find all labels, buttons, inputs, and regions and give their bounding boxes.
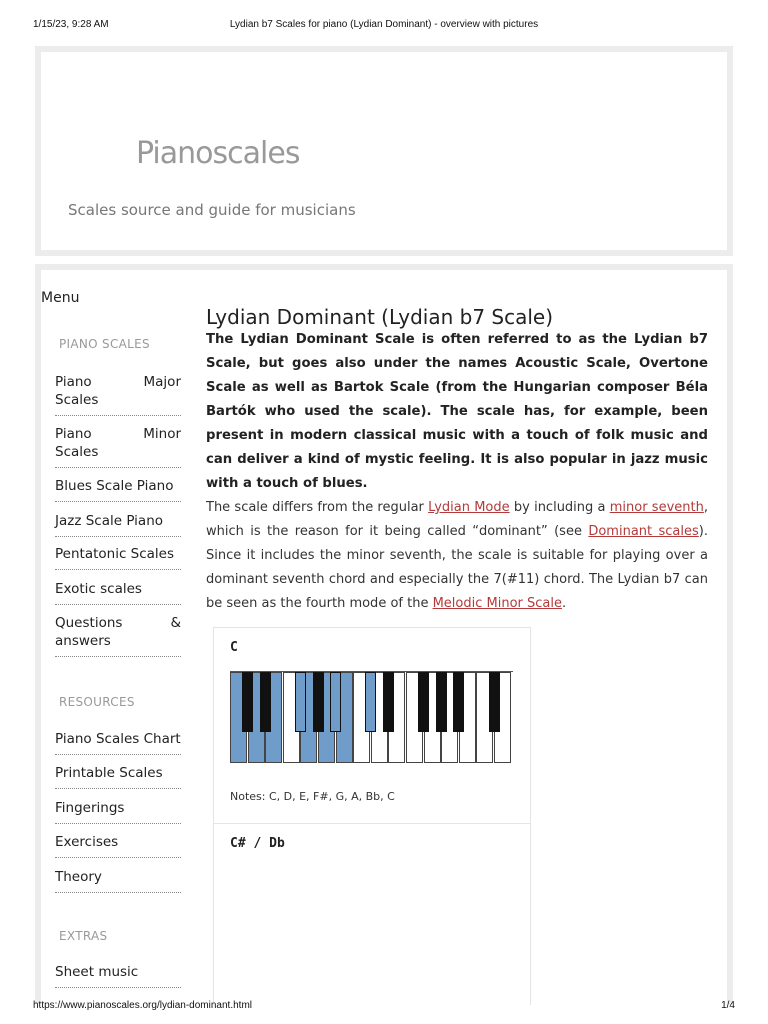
scale-notes: Notes: C, D, E, F#, G, A, Bb, C: [230, 790, 395, 803]
section-title-extras: EXTRAS: [59, 929, 108, 943]
link-dominant-scales[interactable]: Dominant scales: [588, 524, 699, 539]
nav-item-jazz-scale-piano[interactable]: Jazz Scale Piano: [55, 512, 181, 537]
body-text: by including a: [509, 500, 610, 515]
logo-text-scales: scales: [212, 136, 300, 171]
scale-key-label: C: [230, 640, 238, 655]
main-inner: [41, 270, 727, 1004]
nav-label-word: &: [170, 615, 181, 631]
site-header-inner: [41, 52, 727, 250]
nav-item-pentatonic-scales[interactable]: Pentatonic Scales: [55, 545, 181, 570]
intro-paragraph: The Lydian Dominant Scale is often referred to as the Lydian b7 Scale, but goes also under the names Acoustic Scale, Overtone Scale as well as Bartok Scale (from the Hungarian composer Béla Bartók who used the scale). The scale has, for example, been present in modern classical music with a touch of folk music and can deliver a kind of mystic feeling. It is also popular in jazz music with a touch of blues.: [206, 332, 708, 491]
nav-label-word: Minor: [143, 426, 181, 442]
nav-label-word: answers: [55, 633, 111, 649]
nav-label-word: Scales: [55, 392, 99, 408]
black-key: [313, 672, 324, 732]
section-title-piano-scales: PIANO SCALES: [59, 337, 150, 351]
site-header: [35, 46, 733, 256]
body-text: , which is the reason for it being called “dominant” (see: [206, 500, 708, 539]
nav-item-sheet-music[interactable]: Sheet music: [55, 963, 181, 988]
black-key: [383, 672, 394, 732]
black-key: [453, 672, 464, 732]
print-footer: [0, 994, 768, 1024]
nav-item-piano-major-scales[interactable]: [55, 373, 181, 416]
black-key: [330, 672, 341, 732]
black-key: [242, 672, 253, 732]
piano-keyboard-diagram: [230, 671, 513, 765]
main-container: [35, 264, 733, 1004]
print-page-number: 1/4: [721, 1000, 735, 1011]
black-key: [418, 672, 429, 732]
nav-item-printable-scales[interactable]: Printable Scales: [55, 764, 181, 789]
nav-item-exercises[interactable]: Exercises: [55, 833, 181, 858]
print-doc-title: Lydian b7 Scales for piano (Lydian Dominant) - overview with pictures: [229, 19, 539, 30]
site-logo[interactable]: [136, 136, 299, 171]
scale-key-label: C# / Db: [230, 836, 285, 851]
nav-item-exotic-scales[interactable]: Exotic scales: [55, 580, 181, 605]
site-tagline: Scales source and guide for musicians: [68, 201, 356, 219]
body-text: ). Since it includes the minor seventh, the scale is suitable for playing over a dominant seventh chord and especially the 7(#11) chord. The Lydian b7 can be seen as the fourth mode of the: [206, 524, 709, 611]
nav-label-word: Major: [143, 374, 181, 390]
body-text: The scale differs from the regular: [206, 500, 429, 515]
link-minor-seventh[interactable]: minor seventh: [609, 500, 704, 515]
black-key: [260, 672, 271, 732]
nav-label-word: Scales: [55, 444, 99, 460]
black-key: [295, 672, 306, 732]
black-key: [365, 672, 376, 732]
nav-label-word: Questions: [55, 615, 123, 631]
logo-text-piano: Piano: [136, 136, 213, 171]
section-title-resources: RESOURCES: [59, 695, 135, 709]
page-title: Lydian Dominant (Lydian b7 Scale): [206, 305, 554, 330]
nav-item-piano-scales-chart[interactable]: Piano Scales Chart: [55, 730, 181, 755]
black-key: [489, 672, 500, 732]
link-lydian-mode[interactable]: Lydian Mode: [428, 500, 510, 515]
nav-label-word: Piano: [55, 426, 92, 442]
menu-label[interactable]: Menu: [41, 290, 80, 306]
nav-item-theory[interactable]: Theory: [55, 868, 181, 893]
print-datetime: 1/15/23, 9:28 AM: [33, 19, 109, 30]
print-url: https://www.pianoscales.org/lydian-dominant.html: [33, 1000, 252, 1011]
scale-card-c: [213, 627, 531, 825]
link-melodic-minor-scale[interactable]: Melodic Minor Scale: [432, 596, 562, 611]
nav-item-fingerings[interactable]: Fingerings: [55, 799, 181, 824]
scale-card-c-sharp: [213, 823, 531, 1005]
body-text: .: [561, 596, 567, 611]
body-paragraph: [206, 496, 708, 616]
nav-item-blues-scale-piano[interactable]: Blues Scale Piano: [55, 477, 181, 502]
nav-item-piano-minor-scales[interactable]: [55, 425, 181, 468]
nav-label-word: Piano: [55, 374, 92, 390]
nav-item-questions-answers[interactable]: [55, 614, 181, 657]
print-header: [0, 0, 768, 40]
black-key: [436, 672, 447, 732]
